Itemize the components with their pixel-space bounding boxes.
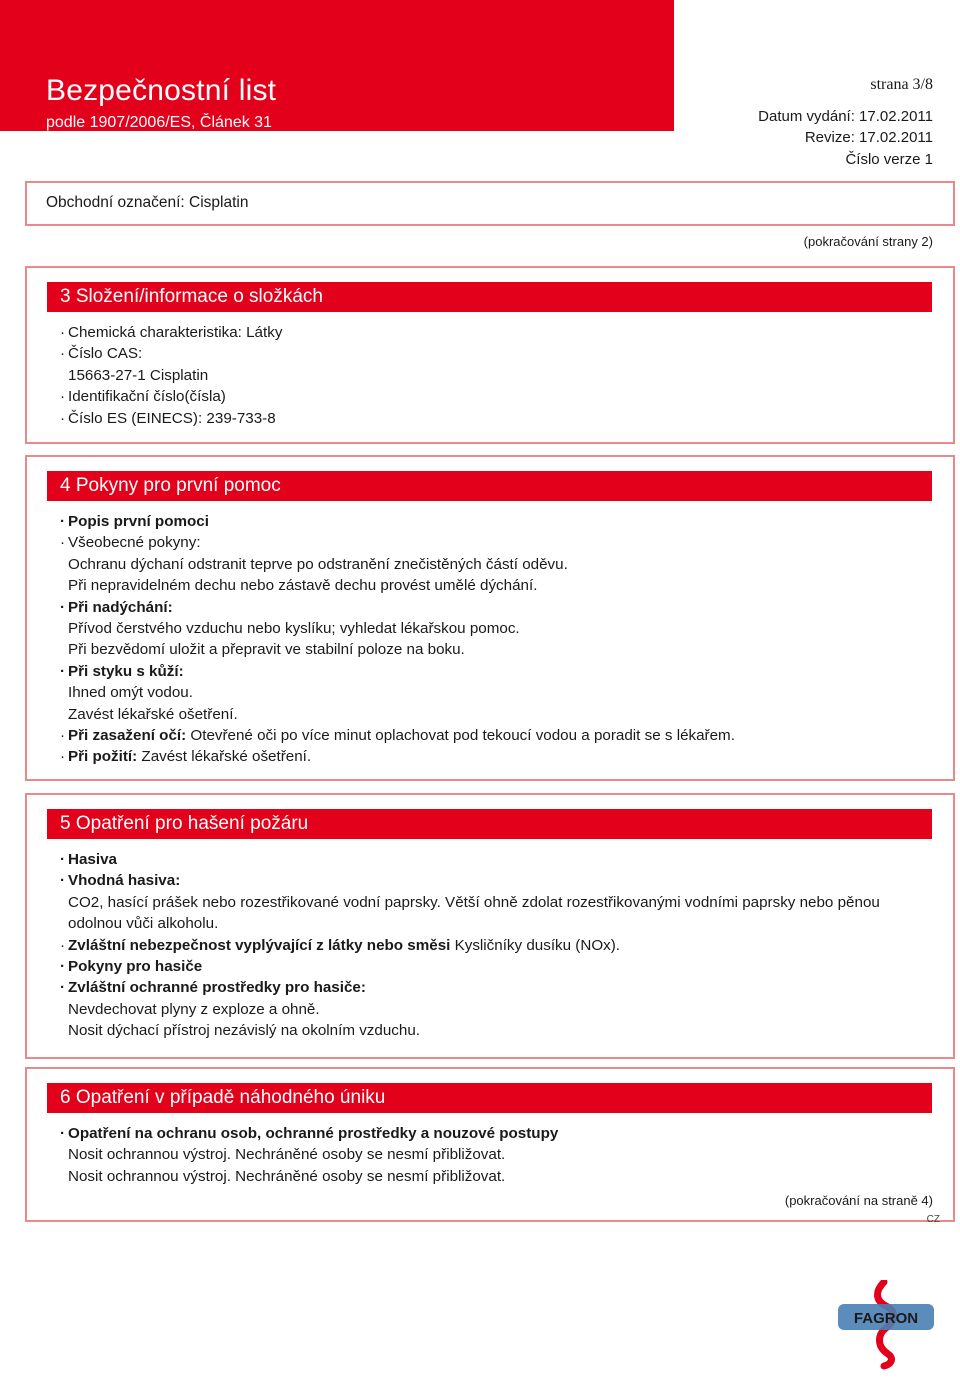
- chem-label: Chemická charakteristika:: [68, 324, 242, 341]
- es-value: 239-733-8: [206, 409, 276, 427]
- ingestion-label: Při požití:: [68, 748, 138, 766]
- equipment-line-1: Nevdechovat plyny z exploze a ohně.: [68, 1000, 320, 1018]
- es-label: Číslo ES (EINECS):: [68, 409, 203, 427]
- chem-value: Látky: [246, 324, 283, 341]
- personal-line-1: Nosit ochrannou výstroj. Nechráněné osoby se nesmí přibližovat.: [68, 1146, 506, 1164]
- section-3-title: 3 Složení/informace o složkách: [47, 282, 932, 312]
- protective-equipment-label: · Zvláštní ochranné prostředky pro hasiče:: [68, 977, 932, 998]
- revision-date: Revize: 17.02.2011: [804, 129, 933, 146]
- inhalation-line-2: Při bezvědomí uložit a přepravit ve stabilní poloze na boku.: [68, 641, 465, 659]
- suitable-media-label: · Vhodná hasiva:: [68, 870, 932, 891]
- continued-to: (pokračování na straně 4): [784, 1193, 933, 1208]
- chem-characteristic: [68, 322, 932, 343]
- eye-value: Otevřené oči po více minut oplachovat pod tekoucí vodou a poradit se s lékařem.: [190, 727, 735, 745]
- document-subtitle: podle 1907/2006/ES, Článek 31: [46, 114, 272, 131]
- inhalation-line-1: Přívod čerstvého vzduchu nebo kyslíku; vyhledat lékařskou pomoc.: [68, 620, 520, 638]
- cas-value: 15663-27-1 Cisplatin: [68, 366, 209, 384]
- es-number: [68, 408, 932, 429]
- version-number: Číslo verze 1: [845, 150, 933, 168]
- firefighter-advice-label: · Pokyny pro hasiče: [68, 956, 932, 977]
- ingestion-value: Zavést lékařské ošetření.: [141, 748, 312, 766]
- header-meta: [758, 74, 933, 170]
- personal-precautions-label: · Opatření na ochranu osob, ochranné prostředky a nouzové postupy: [68, 1123, 932, 1144]
- eye-label: Při zasažení očí:: [68, 727, 187, 745]
- header-band: [0, 0, 674, 131]
- inhalation-label: · Při nadýchání:: [68, 597, 932, 618]
- section-3: [25, 266, 955, 444]
- personal-line-2: Nosit ochrannou výstroj. Nechráněné osoby se nesmí přibližovat.: [68, 1167, 506, 1185]
- general-line-2: Při nepravidelném dechu nebo zástavě dechu provést umělé dýchání.: [68, 577, 538, 595]
- continued-from: (pokračování strany 2): [803, 234, 933, 249]
- skin-line-1: Ihned omýt vodou.: [68, 684, 193, 702]
- skin-line-2: Zavést lékařské ošetření.: [68, 705, 238, 723]
- first-aid-desc-label: · Popis první pomoci: [68, 511, 932, 532]
- hazard-value: Kysličníky dusíku (NOx).: [454, 936, 621, 954]
- suitable-media-value: CO2, hasící prášek nebo rozestřikované vodní paprsky. Větší ohně zdolat rozestřikovanými vodními paprsky nebo pěnou odolnou vůči alkoholu.: [68, 893, 880, 933]
- document-title: Bezpečnostní list: [46, 74, 277, 107]
- media-label: · Hasiva: [68, 849, 932, 870]
- fagron-logo-icon: [836, 1280, 936, 1370]
- equipment-line-2: Nosit dýchací přístroj nezávislý na okolním vzduchu.: [68, 1022, 420, 1040]
- id-numbers-label: · Identifikační číslo(čísla): [68, 386, 932, 407]
- section-6-body: [68, 1123, 932, 1187]
- trade-name-box: [25, 181, 955, 226]
- section-4-title: 4 Pokyny pro první pomoc: [47, 471, 932, 501]
- section-4-body: [68, 511, 932, 768]
- eye-contact: [68, 725, 932, 746]
- section-6-title: 6 Opatření v případě náhodného úniku: [47, 1083, 932, 1113]
- special-hazards: [68, 935, 932, 956]
- general-label: · Všeobecné pokyny:: [68, 532, 932, 553]
- section-4: [25, 455, 955, 781]
- hazard-label: Zvláštní nebezpečnost vyplývající z látky nebo směsi: [68, 936, 451, 954]
- trade-name: Obchodní označení: Cisplatin: [46, 194, 249, 211]
- issue-date: Datum vydání: 17.02.2011: [758, 107, 933, 125]
- section-5: [25, 793, 955, 1059]
- page-number: strana 3/8: [870, 76, 933, 93]
- section-3-body: [68, 322, 932, 429]
- logo-text: FAGRON: [853, 1310, 919, 1327]
- cas-label: · Číslo CAS:: [68, 343, 932, 364]
- skin-label: · Při styku s kůží:: [68, 661, 932, 682]
- language-code: CZ: [926, 1214, 940, 1225]
- section-5-title: 5 Opatření pro hašení požáru: [47, 809, 932, 839]
- ingestion: [68, 746, 932, 767]
- section-5-body: [68, 849, 932, 1042]
- general-line-1: Ochranu dýchaní odstranit teprve po odstranění znečistěných částí oděvu.: [68, 555, 568, 573]
